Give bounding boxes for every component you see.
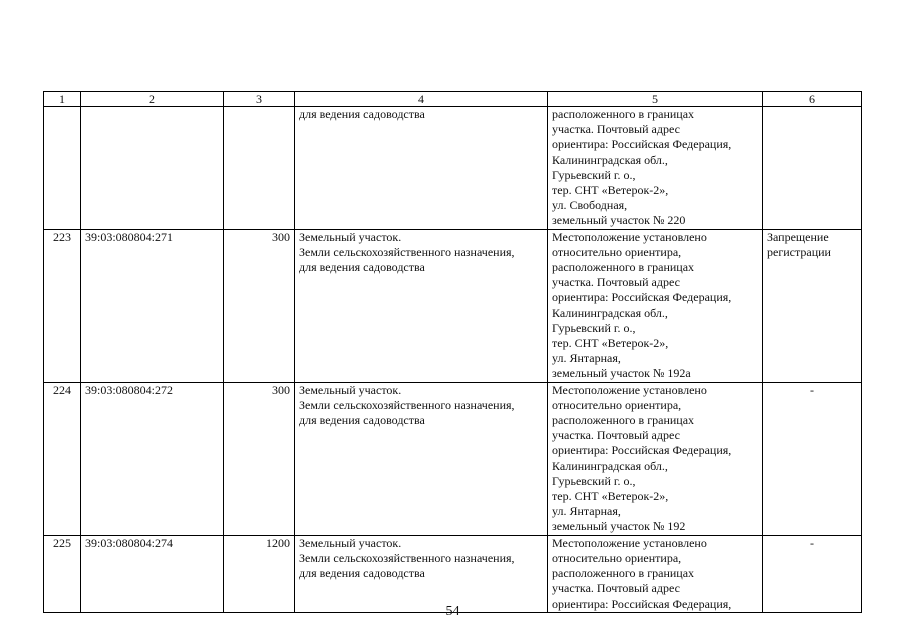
- location-line: участка. Почтовый адрес: [552, 122, 680, 137]
- cadastral-number: 39:03:080804:271: [81, 229, 224, 382]
- area-value: 300: [224, 229, 295, 382]
- description-line: Земли сельскохозяйственного назначения,: [299, 244, 515, 259]
- location-line: относительно ориентира,: [552, 550, 682, 565]
- location-line: ориентира: Российская Федерация,: [552, 443, 732, 458]
- location-line: земельный участок № 220: [552, 213, 686, 228]
- plot-description: [295, 229, 548, 382]
- header-cell: 6: [763, 92, 862, 107]
- area-value: [224, 107, 295, 230]
- header-cell: 3: [224, 92, 295, 107]
- table-row: [44, 229, 862, 382]
- plot-description: [295, 535, 548, 612]
- plot-description: [295, 107, 548, 230]
- description-line: Земельный участок.: [299, 535, 402, 550]
- location-line: тер. СНТ «Ветерок-2»,: [552, 489, 669, 504]
- encumbrance: Запрещение регистрации: [763, 229, 862, 382]
- plot-location: [548, 229, 763, 382]
- location-line: ориентира: Российская Федерация,: [552, 137, 732, 152]
- location-line: участка. Почтовый адрес: [552, 428, 680, 443]
- row-number: 223: [44, 229, 81, 382]
- location-line: расположенного в границах: [552, 107, 695, 121]
- cadastral-number: 39:03:080804:274: [81, 535, 224, 612]
- location-line: тер. СНТ «Ветерок-2»,: [552, 183, 669, 198]
- header-cell: 4: [295, 92, 548, 107]
- row-number: [44, 107, 81, 230]
- location-line: земельный участок № 192а: [552, 366, 691, 381]
- table-row: [44, 382, 862, 535]
- location-line: Гурьевский г. о.,: [552, 473, 636, 488]
- cadastral-number: [81, 107, 224, 230]
- location-line: ул. Янтарная,: [552, 351, 621, 366]
- location-line: Гурьевский г. о.,: [552, 167, 636, 182]
- description-line: Земельный участок.: [299, 229, 402, 244]
- plot-description: [295, 382, 548, 535]
- row-number: 225: [44, 535, 81, 612]
- table-row: [44, 107, 862, 230]
- description-line: Земельный участок.: [299, 382, 402, 397]
- description-line: Земли сельскохозяйственного назначения,: [299, 397, 515, 412]
- location-line: расположенного в границах: [552, 413, 695, 428]
- location-line: тер. СНТ «Ветерок-2»,: [552, 336, 669, 351]
- location-line: Местоположение установлено: [552, 535, 707, 550]
- location-line: ул. Янтарная,: [552, 504, 621, 519]
- description-line: для ведения садоводства: [299, 260, 425, 275]
- encumbrance: -: [763, 535, 862, 612]
- header-cell: 5: [548, 92, 763, 107]
- location-line: Местоположение установлено: [552, 229, 707, 244]
- location-line: участка. Почтовый адрес: [552, 581, 680, 596]
- header-cell: 2: [81, 92, 224, 107]
- encumbrance: [763, 107, 862, 230]
- location-line: расположенного в границах: [552, 260, 695, 275]
- header-row: [44, 92, 862, 107]
- location-line: относительно ориентира,: [552, 397, 682, 412]
- location-line: Калининградская обл.,: [552, 152, 668, 167]
- description-line: Земли сельскохозяйственного назначения,: [299, 550, 515, 565]
- location-line: ориентира: Российская Федерация,: [552, 290, 732, 305]
- land-plots-table: [43, 91, 862, 613]
- plot-location: [548, 382, 763, 535]
- area-value: 1200: [224, 535, 295, 612]
- table-row: [44, 535, 862, 612]
- encumbrance: -: [763, 382, 862, 535]
- description-line: для ведения садоводства: [299, 566, 425, 581]
- description-line: для ведения садоводства: [299, 107, 425, 121]
- page-number: 54: [445, 604, 460, 619]
- area-value: 300: [224, 382, 295, 535]
- location-line: участка. Почтовый адрес: [552, 275, 680, 290]
- header-cell: 1: [44, 92, 81, 107]
- location-line: ориентира: Российская Федерация,: [552, 596, 732, 611]
- location-line: Гурьевский г. о.,: [552, 320, 636, 335]
- location-line: земельный участок № 192: [552, 519, 686, 534]
- row-number: 224: [44, 382, 81, 535]
- plot-location: [548, 535, 763, 612]
- location-line: Калининградская обл.,: [552, 305, 668, 320]
- plot-location: [548, 107, 763, 230]
- cadastral-number: 39:03:080804:272: [81, 382, 224, 535]
- location-line: Местоположение установлено: [552, 382, 707, 397]
- location-line: ул. Свободная,: [552, 198, 628, 213]
- location-line: Калининградская обл.,: [552, 458, 668, 473]
- description-line: для ведения садоводства: [299, 413, 425, 428]
- location-line: относительно ориентира,: [552, 244, 682, 259]
- location-line: расположенного в границах: [552, 566, 695, 581]
